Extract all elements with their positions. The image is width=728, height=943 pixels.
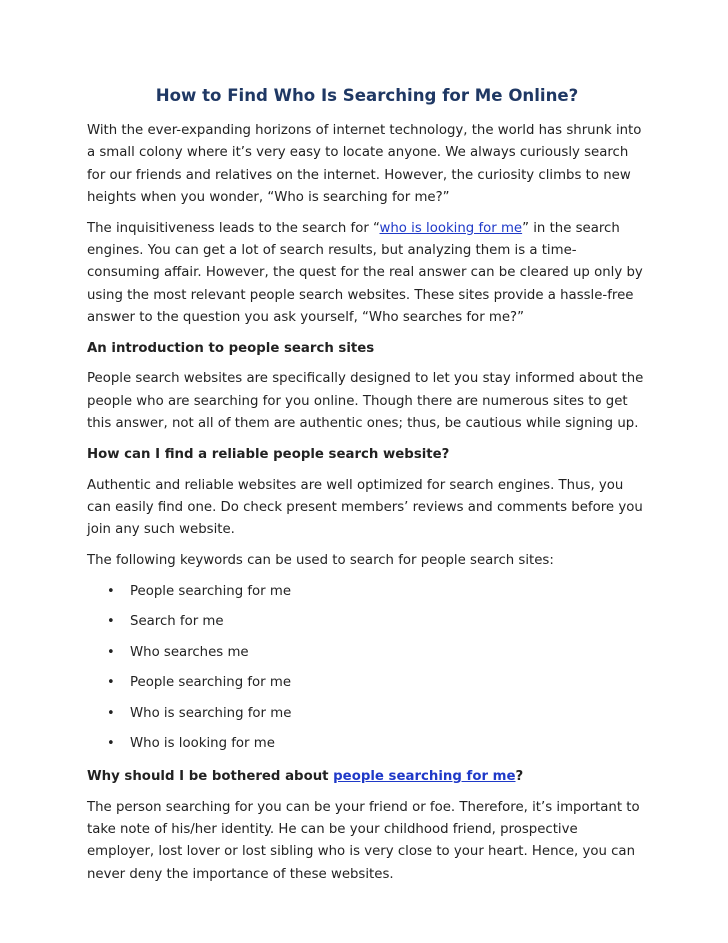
list-item-label: People searching for me [130, 675, 292, 691]
list-item-label: People searching for me [130, 583, 292, 599]
list-item [87, 672, 647, 703]
paragraph-people-search-websites: People search websites are specifically designed to let you stay informed about the people who are searching for you online. Though there are numerous sites to get this answer, not all of them are authentic ones; thus, be cautious while signing up. [87, 371, 644, 432]
paragraph-keywords-intro: The following keywords can be used to search for people search sites: [87, 553, 554, 569]
heading-introduction: An introduction to people search sites [87, 340, 375, 356]
list-item [87, 703, 647, 734]
document-page [87, 84, 647, 894]
paragraph-authentic-websites: Authentic and reliable websites are well optimized for search engines. Thus, you can easily find one. Do check present members’ reviews and comments before you join any such website. [87, 477, 643, 538]
document-title: How to Find Who Is Searching for Me Online? [155, 86, 579, 105]
bullet-icon: • [107, 675, 115, 691]
paragraph-friend-or-foe: The person searching for you can be your friend or foe. Therefore, it’s important to take note of his/her identity. He can be your childhood friend, prospective employer, lost lover or lost sibling who is very close to your heart. Hence, you can never deny the importance of these websites. [87, 799, 640, 882]
heading-reliable-site: How can I find a reliable people search website? [87, 446, 450, 462]
heading-why-bothered [87, 766, 647, 788]
list-item-label: Search for me [130, 614, 224, 630]
list-item [87, 733, 647, 764]
heading-text: Why should I be bothered about [87, 768, 334, 784]
paragraph-text: The inquisitiveness leads to the search for “ [87, 220, 380, 236]
bullet-icon: • [107, 614, 115, 630]
bullet-icon: • [107, 583, 115, 599]
bullet-icon: • [107, 736, 115, 752]
who-is-looking-for-me-link[interactable]: who is looking for me [379, 220, 523, 236]
keyword-list [87, 581, 647, 764]
list-item-label: Who searches me [130, 644, 249, 660]
bullet-icon: • [107, 705, 115, 721]
heading-text: ? [515, 768, 524, 784]
paragraph-inquisitiveness [87, 218, 647, 329]
list-item [87, 642, 647, 673]
people-searching-for-me-link[interactable]: people searching for me [333, 768, 516, 784]
bullet-icon: • [107, 644, 115, 660]
list-item-label: Who is looking for me [130, 736, 275, 752]
list-item-label: Who is searching for me [130, 705, 292, 721]
list-item [87, 611, 647, 642]
intro-paragraph: With the ever-expanding horizons of internet technology, the world has shrunk into a small colony where it’s very easy to locate anyone. We always curiously search for our friends and relatives on the internet. However, the curiosity climbs to new heights when you wonder, “Who is searching for me?” [87, 123, 642, 205]
paragraph-text: ” in the search engines. You can get a lot of search results, but analyzing them is a time-consuming affair. However, the quest for the real answer can be cleared up only by using the most relevant people search websites. These sites provide a hassle-free answer to the question you ask yourself, “Who searches for me?” [87, 220, 643, 325]
list-item [87, 581, 647, 612]
